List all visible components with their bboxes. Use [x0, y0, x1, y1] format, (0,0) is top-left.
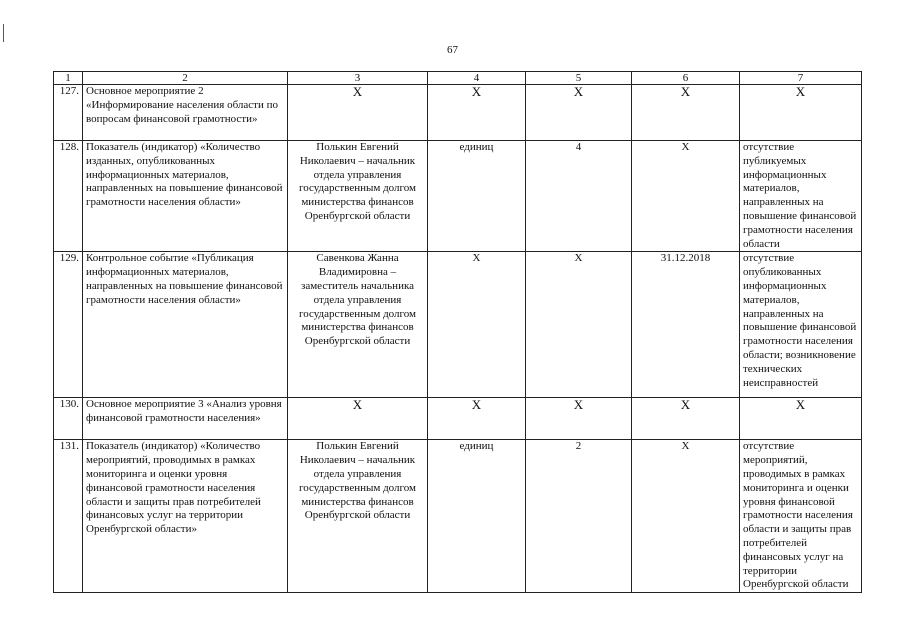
- row-number: 127.: [54, 85, 83, 141]
- value-cell: X: [526, 252, 632, 398]
- responsible-cell: Полькин Евгений Николаевич – начальник отдела управления государственным долгом министерства финансов Оренбургской области: [288, 141, 428, 252]
- responsible-cell: X: [288, 398, 428, 440]
- risk-cell: отсутствие опубликованных информационных материалов, направленных на повышение финансовой грамотности населения области; возникновение технических неисправностей: [740, 252, 862, 398]
- row-number: 129.: [54, 252, 83, 398]
- measure-description: Показатель (индикатор) «Количество изданных, опубликованных информационных материалов, направленных на повышение финансовой грамотности населения области»: [83, 141, 288, 252]
- date-cell: X: [632, 85, 740, 141]
- measures-table: [53, 71, 862, 593]
- row-number: 128.: [54, 141, 83, 252]
- responsible-cell: X: [288, 85, 428, 141]
- unit-cell: X: [428, 252, 526, 398]
- unit-cell: X: [428, 85, 526, 141]
- risk-cell: отсутствие публикуемых информационных материалов, направленных на повышение финансовой грамотности населения области: [740, 141, 862, 252]
- measure-description: Показатель (индикатор) «Количество мероприятий, проводимых в рамках мониторинга и оценки уровня финансовой грамотности населения области и защиты прав потребителей финансовых услуг на территории Оренбургской области»: [83, 440, 288, 593]
- table-row: [54, 398, 862, 440]
- table-row: [54, 85, 862, 141]
- header-row: [54, 72, 862, 85]
- unit-cell: единиц: [428, 440, 526, 593]
- value-cell: X: [526, 85, 632, 141]
- unit-cell: X: [428, 398, 526, 440]
- column-header: 4: [428, 72, 526, 85]
- row-number: 131.: [54, 440, 83, 593]
- date-cell: 31.12.2018: [632, 252, 740, 398]
- page-edge-mark: [3, 24, 4, 42]
- table-row: [54, 440, 862, 593]
- value-cell: 2: [526, 440, 632, 593]
- date-cell: X: [632, 141, 740, 252]
- table-row: [54, 252, 862, 398]
- column-header: 7: [740, 72, 862, 85]
- unit-cell: единиц: [428, 141, 526, 252]
- risk-cell: X: [740, 398, 862, 440]
- measure-description: Основное мероприятие 3 «Анализ уровня финансовой грамотности населения»: [83, 398, 288, 440]
- date-cell: X: [632, 398, 740, 440]
- value-cell: X: [526, 398, 632, 440]
- column-header: 2: [83, 72, 288, 85]
- column-header: 3: [288, 72, 428, 85]
- date-cell: X: [632, 440, 740, 593]
- risk-cell: отсутствие мероприятий, проводимых в рамках мониторинга и оценки уровня финансовой грамотности населения области и защиты прав потребителей финансовых услуг на территории Оренбургской области: [740, 440, 862, 593]
- row-number: 130.: [54, 398, 83, 440]
- measure-description: Контрольное событие «Публикация информационных материалов, направленных на повышение финансовой грамотности населения области»: [83, 252, 288, 398]
- value-cell: 4: [526, 141, 632, 252]
- column-header: 5: [526, 72, 632, 85]
- table-row: [54, 141, 862, 252]
- responsible-cell: Полькин Евгений Николаевич – начальник отдела управления государственным долгом министерства финансов Оренбургской области: [288, 440, 428, 593]
- column-header: 1: [54, 72, 83, 85]
- column-header: 6: [632, 72, 740, 85]
- measure-description: Основное мероприятие 2 «Информирование населения области по вопросам финансовой грамотности»: [83, 85, 288, 141]
- responsible-cell: Савенкова Жанна Владимировна – заместитель начальника отдела управления государственным долгом министерства финансов Оренбургской области: [288, 252, 428, 398]
- risk-cell: X: [740, 85, 862, 141]
- page-number: 67: [447, 44, 458, 56]
